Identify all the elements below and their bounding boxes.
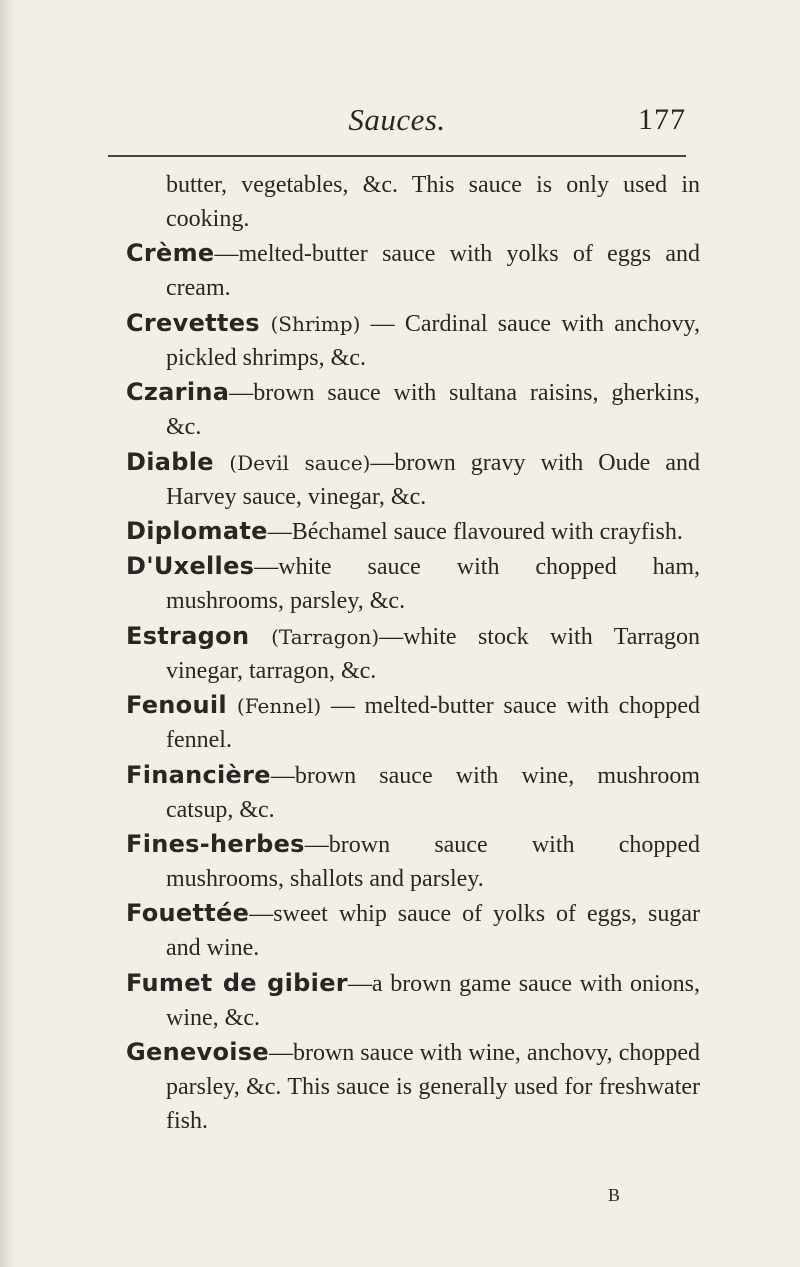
entry-term: Fouettée <box>126 899 250 928</box>
glossary-entry <box>126 966 700 1035</box>
entry-gloss: (Fennel) <box>226 694 322 719</box>
entry-term: Fenouil <box>126 691 227 720</box>
glossary-entry <box>126 445 700 514</box>
glossary-entry <box>126 549 700 618</box>
glossary-entries <box>126 168 700 1138</box>
page-number: 177 <box>638 103 686 136</box>
glossary-entry <box>126 375 700 444</box>
header-rule <box>108 155 686 157</box>
glossary-entry <box>126 1035 700 1138</box>
glossary-entry <box>126 236 700 305</box>
entry-term: Diplomate <box>126 516 268 545</box>
entry-definition: — melted-butter sauce with chopped fennel. <box>166 693 700 754</box>
glossary-entry <box>126 306 700 375</box>
entry-definition: —brown gravy with Oude and Harvey sauce, vinegar, &c. <box>166 449 700 510</box>
glossary-entry <box>126 688 700 757</box>
entry-definition: —brown sauce with wine, anchovy, chopped parsley, &c. This sauce is generally used for freshwater fish. <box>166 1040 700 1135</box>
entry-definition: —sweet whip sauce of yolks of eggs, sugar and wine. <box>166 901 700 962</box>
entry-definition: — Cardinal sauce with anchovy, pickled shrimps, &c. <box>166 310 700 371</box>
entry-term: Diable <box>126 447 214 476</box>
entry-term: Genevoise <box>126 1038 269 1067</box>
entry-definition: —brown sauce with chopped mushrooms, shallots and parsley. <box>166 831 700 892</box>
entry-definition: —Béchamel sauce flavoured with crayfish. <box>267 518 683 545</box>
entry-term: Estragon <box>126 621 250 650</box>
entry-term: Czarina <box>126 378 230 407</box>
glossary-entry <box>126 619 700 688</box>
running-title: Sauces. <box>348 102 446 137</box>
entry-definition: —brown sauce with wine, mushroom catsup, &c. <box>166 762 700 823</box>
entry-term: D'Uxelles <box>126 552 255 581</box>
entry-definition: —a brown game sauce with onions, wine, &c. <box>166 970 700 1031</box>
entry-definition: —white sauce with chopped ham, mushrooms, parsley, &c. <box>166 554 700 615</box>
continued-entry: butter, vegetables, &c. This sauce is only used in cooking. <box>166 172 700 232</box>
entry-term: Fines-herbes <box>126 829 305 858</box>
running-header <box>108 100 686 152</box>
entry-gloss: (Devil sauce) <box>213 450 371 475</box>
page-edge-shadow <box>0 0 14 1267</box>
entry-term: Crevettes <box>126 308 260 337</box>
signature-mark: B <box>608 1185 622 1205</box>
entry-definition: —melted-butter sauce with yolks of eggs and cream. <box>166 241 700 302</box>
glossary-entry <box>126 758 700 827</box>
entry-gloss: (Shrimp) <box>259 311 361 336</box>
entry-gloss: (Tarragon) <box>249 624 380 649</box>
glossary-entry <box>126 514 700 549</box>
entry-term: Financière <box>126 760 271 789</box>
entry-definition: —brown sauce with sultana raisins, gherkins, &c. <box>166 380 700 441</box>
glossary-entry <box>126 827 700 896</box>
entry-term: Fumet de gibier <box>126 968 348 997</box>
entry-term: Crème <box>126 239 215 268</box>
glossary-entry <box>126 896 700 965</box>
entry-definition: —white stock with Tarragon vinegar, tarragon, &c. <box>166 623 700 684</box>
